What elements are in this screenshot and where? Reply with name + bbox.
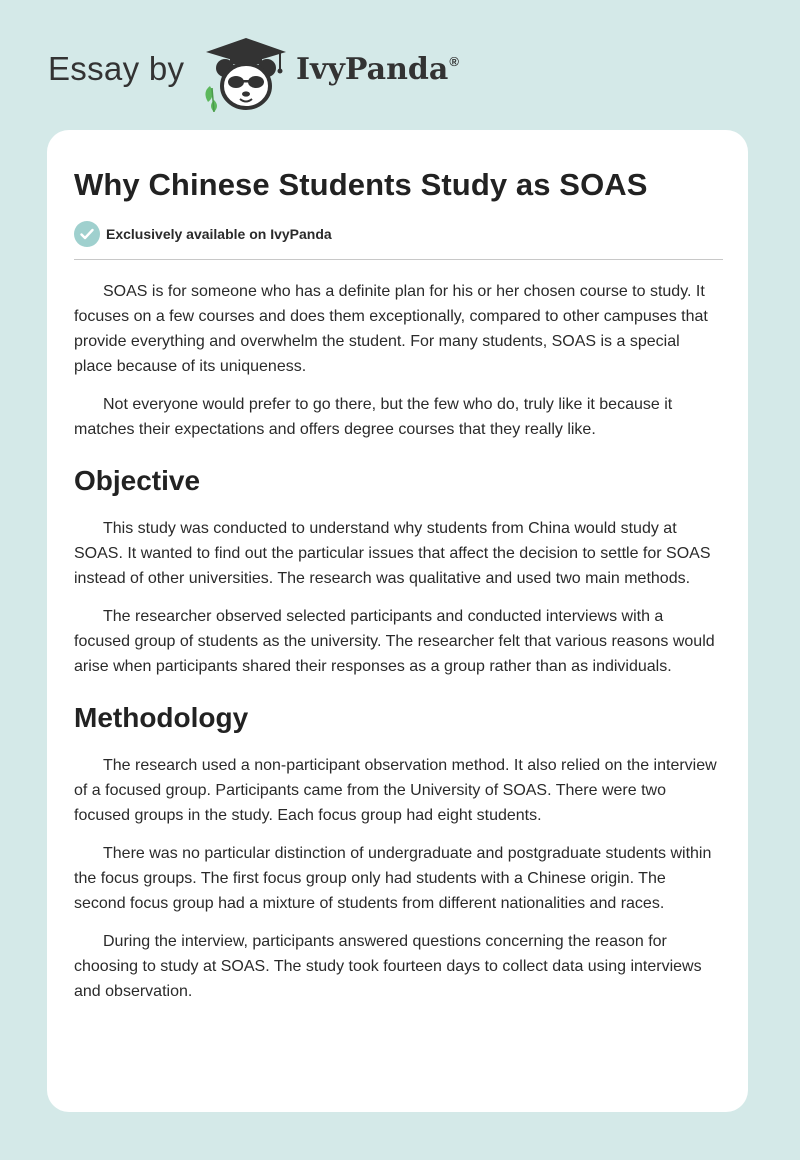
divider <box>74 259 723 260</box>
article-body <box>74 279 721 1004</box>
paragraph: The researcher observed selected participants and conducted interviews with a focused group of students as the university. The researcher felt that various reasons would arise when participants shared their responses as a group rather than as individuals. <box>74 608 715 675</box>
brand-text: IvyPanda <box>296 52 449 87</box>
paragraph: Not everyone would prefer to go there, but the few who do, truly like it because it matches their expectations and offers degree courses that they really like. <box>74 396 673 438</box>
section-heading-methodology: Methodology <box>74 702 249 733</box>
paragraph: SOAS is for someone who has a definite plan for his or her chosen course to study. It focuses on a few courses and does them exceptionally, compared to other campuses that provide everything and overwhelm the student. For many students, SOAS is a special place because of its uniqueness. <box>74 283 708 375</box>
exclusive-label: Exclusively available on IvyPanda <box>106 226 332 242</box>
brand-name[interactable] <box>296 52 459 87</box>
check-icon <box>74 221 100 247</box>
article-card <box>47 130 748 1112</box>
panda-graduate-icon[interactable] <box>200 36 292 112</box>
registered-mark: ® <box>449 54 459 69</box>
section-heading-objective: Objective <box>74 465 201 496</box>
paragraph: This study was conducted to understand why students from China would study at SOAS. It wanted to find out the particular issues that affect the decision to settle for SOAS instead of other universities. The research was qualitative and used two main methods. <box>74 520 711 587</box>
site-header <box>48 36 568 116</box>
paragraph: The research used a non-participant observation method. It also relied on the interview of a focused group. Participants came from the University of SOAS. There were two focused groups in the study. Each focus group had eight students. <box>74 757 717 824</box>
paragraph: There was no particular distinction of undergraduate and postgraduate students within the focus groups. The first focus group only had students with a Chinese origin. The second focus group had a mixture of students from different nationalities and races. <box>74 845 712 912</box>
essay-by-label: Essay by <box>48 50 185 87</box>
exclusive-badge <box>74 220 721 248</box>
paragraph: During the interview, participants answered questions concerning the reason for choosing to study at SOAS. The study took fourteen days to collect data using interviews and observation. <box>74 933 702 1000</box>
page-title: Why Chinese Students Study as SOAS <box>74 167 648 202</box>
